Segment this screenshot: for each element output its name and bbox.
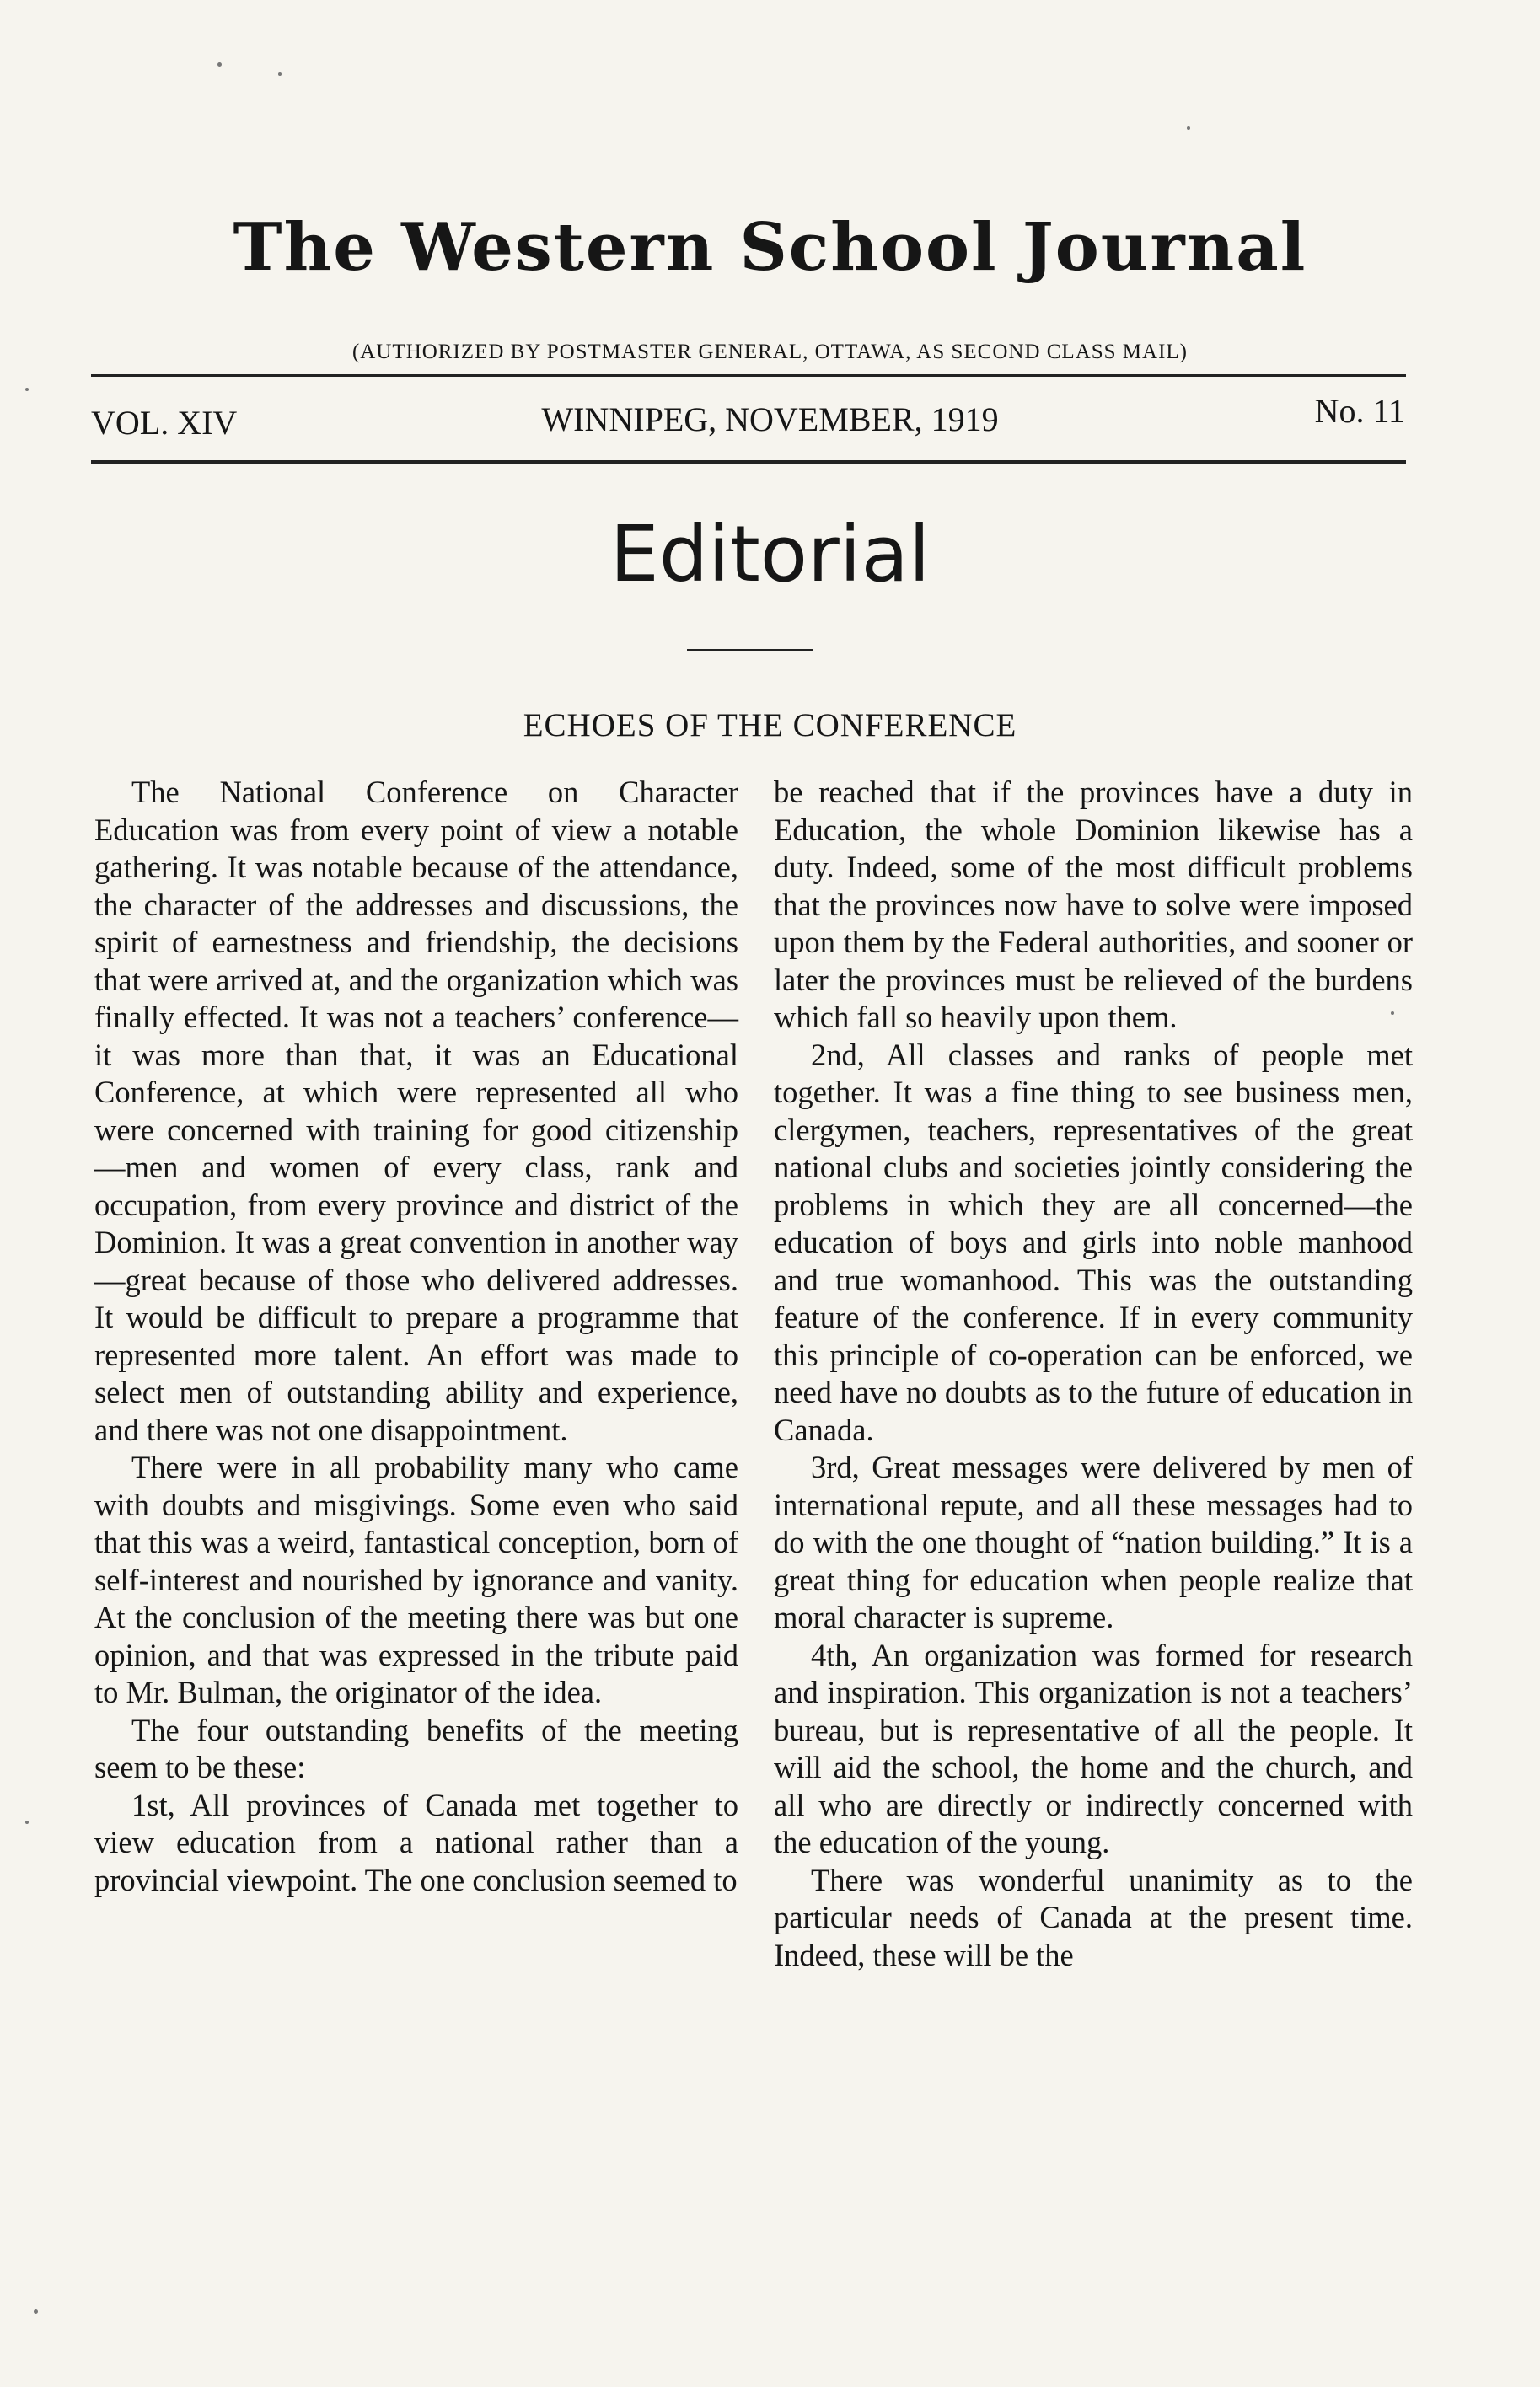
paragraph: There were in all probability many who came with doubts and misgivings. Some even who said that this was a weird, fantastical conception, born of self-interest and nourished by ignorance and vanity. At the conclusion of the meeting there was but one opinion, and that was expressed in the tribute paid to Mr. Bulman, the originator of the idea. (94, 1450, 738, 1709)
masthead-bottom-rule (91, 460, 1406, 464)
paragraph: 4th, An organization was formed for research and inspiration. This organization is not a teachers’ bureau, but is representative of all the people. It will aid the school, the home and the church, and all who are directly or indirectly concerned with the education of the young. (774, 1637, 1413, 1859)
masthead-top-rule (91, 374, 1406, 377)
scan-speck (1391, 1011, 1394, 1015)
section-divider (687, 649, 813, 651)
paragraph: There was wonderful unanimity as to the particular needs of Canada at the present time. Indeed, these will be the (774, 1862, 1413, 1972)
scan-speck (25, 388, 29, 391)
article-left-column (94, 774, 738, 1899)
article-heading: ECHOES OF THE CONFERENCE (523, 707, 1017, 743)
volume-label: VOL. XIV (91, 404, 238, 442)
journal-title: The Western School Journal (233, 209, 1307, 286)
article-right-column (774, 774, 1413, 1974)
issue-number: No. 11 (1314, 392, 1405, 430)
paragraph: 3rd, Great messages were delivered by men of international repute, and all these messages had to do with the one thought of “nation building.” It is a great thing for education when people realize that moral character is supreme. (774, 1450, 1413, 1634)
paragraph: The four outstanding benefits of the meeting seem to be these: (94, 1712, 738, 1784)
scan-speck (1187, 126, 1190, 130)
dateline: WINNIPEG, NOVEMBER, 1919 (541, 400, 999, 438)
section-title: Editorial (609, 509, 931, 599)
scan-speck (34, 2309, 38, 2314)
scan-speck (25, 1821, 29, 1824)
scan-speck (278, 72, 282, 76)
paragraph: 1st, All provinces of Canada met together to view education from a national rather than a provincial viewpoint. The one conclusion seemed to (94, 1787, 738, 1897)
paragraph: 2nd, All classes and ranks of people met together. It was a fine thing to see business men, clergymen, teachers, representatives of the great national clubs and societies jointly considering the problems in which they are all concerned—the education of boys and girls into noble manhood and true womanhood. This was the outstanding feature of the conference. If in every community this principle of co-operation can be enforced, we need have no doubts as to the future of education in Canada. (774, 1037, 1413, 1447)
paragraph: The National Conference on Character Education was from every point of view a notable gathering. It was notable because of the attendance, the character of the addresses and discussions, the spirit of earnestness and friendship, the decisions that were arrived at, and the organization which was finally effected. It was not a teachers’ conference—it was more than that, it was an Educational Conference, at which were represented all who were concerned with training for good citizenship—men and women of every class, rank and occupation, from every province and district of the Dominion. It was a great convention in another way—great because of those who delivered addresses. It would be difficult to prepare a programme that represented more talent. An effort was made to select men of outstanding ability and experience, and there was not one disappointment. (94, 775, 738, 1447)
mailing-authorization: (AUTHORIZED BY POSTMASTER GENERAL, OTTAWA, AS SECOND CLASS MAIL) (351, 341, 1189, 363)
scan-speck (217, 62, 222, 67)
paragraph: be reached that if the provinces have a duty in Education, the whole Dominion likewise has a duty. Indeed, some of the most difficult problems that the provinces now have to solve were imposed upon them by the Federal authorities, and sooner or later the provinces must be relieved of the burdens which fall so heavily upon them. (774, 775, 1413, 1034)
